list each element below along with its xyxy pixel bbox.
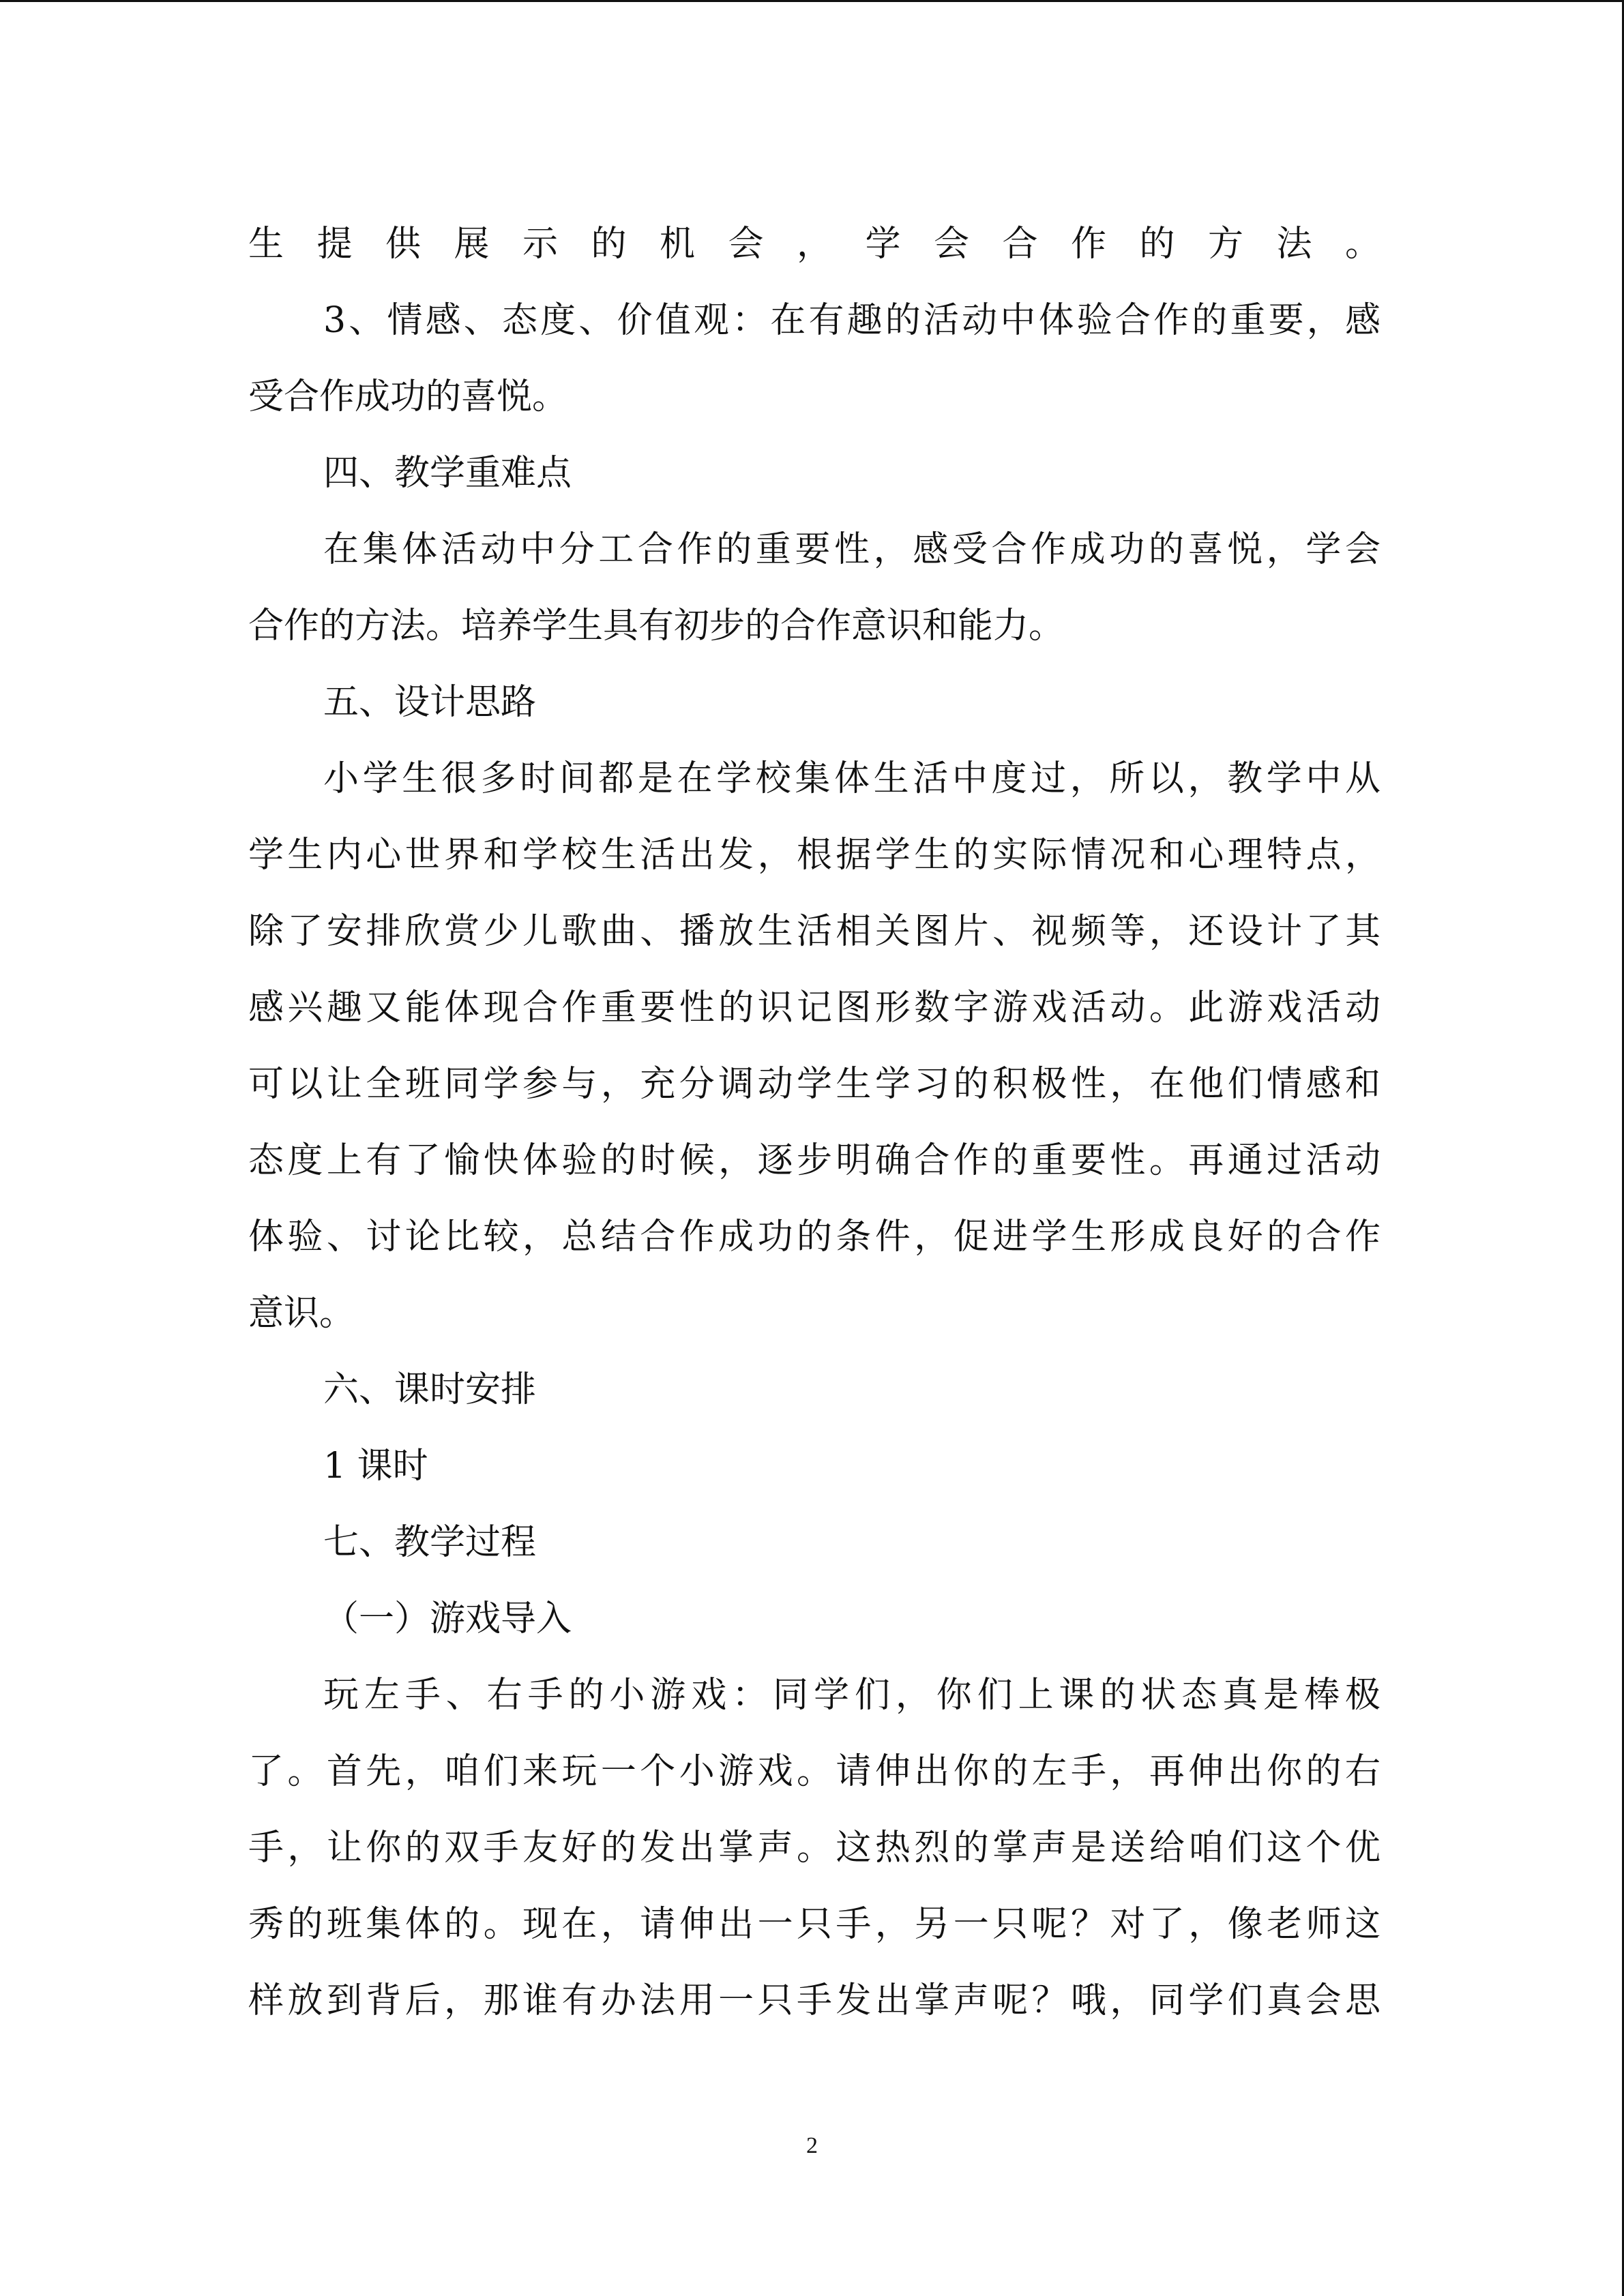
section-heading: 七、教学过程 <box>323 1522 537 1563</box>
paragraph-line: 在集体活动中分工合作的重要性，感受合作成功的喜悦，学会 <box>323 529 1381 570</box>
page-number: 2 <box>806 2133 818 2158</box>
paragraph-line: 感兴趣又能体现合作重要性的识记图形数字游戏活动。此游戏活动 <box>248 987 1381 1028</box>
page-border-top <box>0 0 1624 2</box>
paragraph-line: 生提供展示的机会，学会合作的方法。 <box>248 224 1381 265</box>
paragraph-line: 样放到背后，那谁有办法用一只手发出掌声呢？哦，同学们真会思 <box>248 1980 1381 2021</box>
paragraph-line: 1 课时 <box>323 1446 428 1487</box>
paragraph-line: 体验、讨论比较，总结合作成功的条件，促进学生形成良好的合作 <box>248 1217 1381 1257</box>
section-heading: 五、设计思路 <box>323 682 537 723</box>
paragraph-line: 合作的方法。培养学生具有初步的合作意识和能力。 <box>248 606 1065 646</box>
paragraph-line: 了。首先，咱们来玩一个小游戏。请伸出你的左手，再伸出你的右 <box>248 1751 1381 1792</box>
paragraph-line: 秀的班集体的。现在，请伸出一只手，另一只呢？对了，像老师这 <box>248 1904 1381 1945</box>
paragraph-line: 除了安排欣赏少儿歌曲、播放生活相关图片、视频等，还设计了其 <box>248 911 1381 952</box>
paragraph-line: 学生内心世界和学校生活出发，根据学生的实际情况和心理特点， <box>248 835 1381 876</box>
section-heading: 六、课时安排 <box>323 1369 537 1410</box>
paragraph-line: 小学生很多时间都是在学校集体生活中度过，所以，教学中从 <box>323 758 1381 799</box>
paragraph-line: 意识。 <box>248 1293 355 1334</box>
paragraph-line: 玩左手、右手的小游戏：同学们，你们上课的状态真是棒极 <box>323 1675 1381 1716</box>
subsection-heading: （一）游戏导入 <box>323 1598 572 1639</box>
section-heading: 四、教学重难点 <box>323 453 572 494</box>
paragraph-line: 可以让全班同学参与，充分调动学生学习的积极性，在他们情感和 <box>248 1064 1381 1105</box>
paragraph-line: 受合作成功的喜悦。 <box>248 376 568 417</box>
paragraph-line: 手，让你的双手友好的发出掌声。这热烈的掌声是送给咱们这个优 <box>248 1828 1381 1868</box>
paragraph-line: 3、情感、态度、价值观：在有趣的活动中体验合作的重要，感 <box>323 300 1381 341</box>
paragraph-line: 态度上有了愉快体验的时候，逐步明确合作的重要性。再通过活动 <box>248 1140 1381 1181</box>
